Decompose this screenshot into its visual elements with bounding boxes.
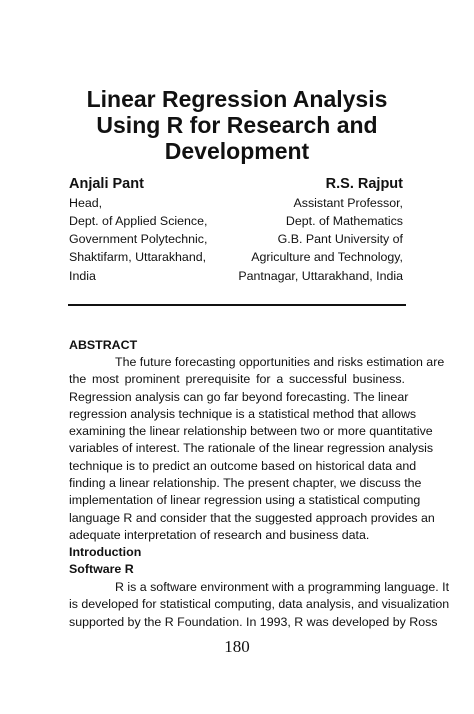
abstract-line: Regression analysis can go far beyond forecasting. The linear [69, 389, 409, 404]
author-block-right [238, 175, 403, 285]
abstract-line: adequate interpretation of research and business data. [69, 527, 370, 542]
introduction-body [69, 579, 450, 631]
author-affiliation-line: Dept. of Applied Science, [69, 213, 208, 228]
author-affiliation-line: Government Polytechnic, [69, 232, 208, 247]
page-number: 180 [224, 637, 250, 656]
introduction-line: is developed for statistical computing, data analysis, and visualization [69, 597, 450, 612]
chapter-title [40, 86, 434, 164]
abstract-line: finding a linear relationship. The present chapter, we discuss the [69, 476, 422, 491]
author-affiliation-line: Dept. of Mathematics [285, 213, 403, 228]
abstract-line: language R and consider that the suggested approach provides an [69, 510, 435, 525]
author-affiliation-line: Agriculture and Technology, [251, 250, 403, 265]
introduction-line: R is a software environment with a programming language. It [115, 580, 450, 594]
author-affiliation-line: India [69, 268, 96, 283]
author-name: Anjali Pant [69, 176, 144, 192]
abstract-line: variables of interest. The rationale of the linear regression analysis [69, 441, 434, 456]
introduction-heading: Introduction [69, 545, 142, 559]
author-affiliation-line: Shaktifarm, Uttarakhand, [69, 250, 207, 265]
introduction-line: supported by the R Foundation. In 1993, R was developed by Ross [69, 614, 438, 629]
horizontal-rule [68, 304, 406, 306]
abstract-line: the most prominent prerequisite for a successful business. [69, 372, 405, 387]
abstract-line: implementation of linear regression using a statistical computing [69, 493, 421, 508]
abstract-line: regression analysis technique is a statistical method that allows [69, 406, 417, 421]
software-r-subheading: Software R [69, 562, 134, 576]
title-line: Using R for Research and [96, 112, 378, 138]
abstract-body [69, 354, 445, 544]
author-affiliation-line: Pantnagar, Uttarakhand, India [238, 268, 403, 283]
abstract-line: examining the linear relationship between two or more quantitative [69, 424, 433, 439]
title-line: Linear Regression Analysis [86, 86, 388, 112]
author-affiliation-line: Head, [69, 195, 103, 210]
abstract-line: technique is to predict an outcome based on historical data and [69, 458, 417, 473]
title-line: Development [164, 138, 310, 164]
author-affiliation-line: Assistant Professor, [293, 195, 403, 210]
author-name: R.S. Rajput [325, 176, 403, 192]
abstract-heading: ABSTRACT [69, 338, 138, 352]
author-block-left [69, 175, 207, 285]
author-affiliation-line: G.B. Pant University of [277, 232, 403, 247]
abstract-line: The future forecasting opportunities and risks estimation are [115, 355, 445, 369]
